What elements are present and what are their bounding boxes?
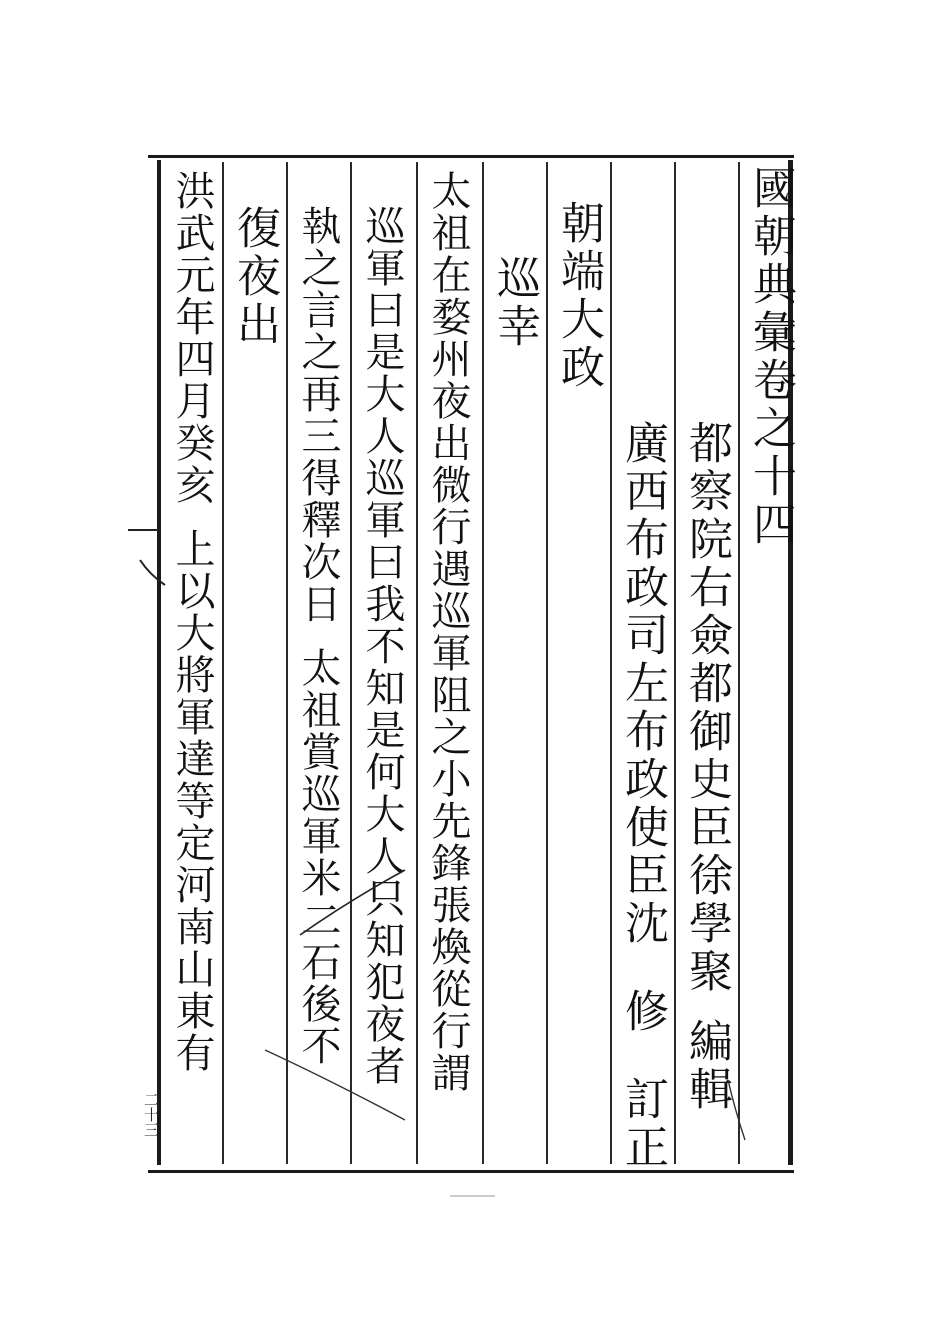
body-line-5b-text: 上以大將軍達等定河南山東有: [169, 528, 215, 1074]
body-line-1: [420, 170, 476, 1094]
body-line-2-text: 巡軍曰是大人巡軍曰我不知是何大人只知犯夜者: [359, 205, 405, 1087]
folio-number-text: 二十三: [142, 1092, 160, 1137]
column-rule: [674, 162, 676, 1164]
body-line-2: [354, 205, 410, 1087]
reviser-role-b: 訂正: [617, 1076, 668, 1172]
column-rule: [222, 162, 224, 1164]
section-topic-text: 巡幸: [489, 255, 540, 351]
reviser-office: 廣西布政司左布政使臣: [617, 420, 668, 900]
body-line-4: [226, 205, 282, 349]
section-topic: [486, 255, 542, 351]
reviser-role-a: 修: [617, 988, 668, 1036]
column-rule: [350, 162, 352, 1164]
reviser-name: 沈: [617, 900, 668, 948]
body-line-5a-text: 洪武元年四月癸亥: [169, 170, 215, 506]
column-rule: [546, 162, 548, 1164]
column-rule: [482, 162, 484, 1164]
compiler-role: 編輯: [681, 1018, 732, 1114]
outer-left-border: [157, 160, 161, 1165]
volume-title-text: 國朝典彙卷之十四: [745, 165, 796, 549]
folio-number: [138, 1092, 160, 1137]
section-heading: [550, 200, 606, 392]
volume-title: [742, 165, 798, 549]
reviser-line: [614, 420, 670, 1172]
body-line-3b-text: 太祖賞巡軍米二石後不: [295, 647, 341, 1067]
body-line-4-text: 復夜出: [229, 205, 280, 349]
column-rule: [610, 162, 612, 1164]
body-line-1-text: 太祖在婺州夜出微行遇巡軍阻之小先鋒張煥從行謂: [425, 170, 471, 1094]
compiler-office: 都察院右僉都御史臣: [681, 420, 732, 852]
compiler-line: [678, 420, 734, 1114]
body-line-3: [290, 205, 346, 1067]
body-line-5: [164, 170, 220, 1074]
compiler-name: 徐學聚: [681, 852, 732, 996]
body-line-3a-text: 執之言之再三得釋次日: [295, 205, 341, 625]
column-rule: [416, 162, 418, 1164]
column-rule: [286, 162, 288, 1164]
column-rule: [738, 162, 740, 1164]
section-heading-text: 朝端大政: [553, 200, 604, 392]
